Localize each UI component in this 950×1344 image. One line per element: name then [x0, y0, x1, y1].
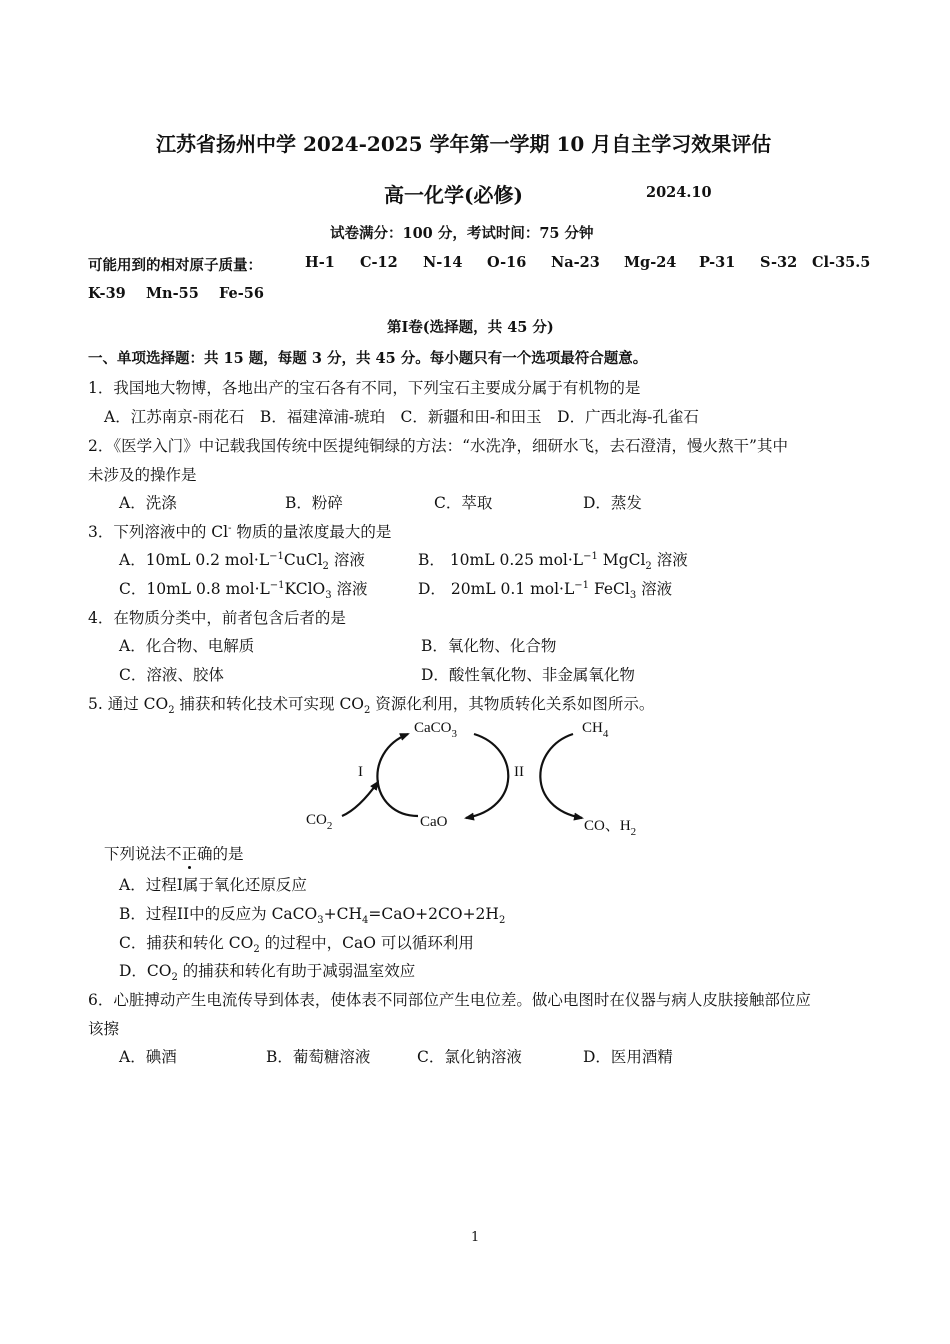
question-1-options: A．江苏南京-雨花石 B．福建漳浦-琥珀 C．新疆和田-和田玉 D．广西北海-孔雀石 — [104, 408, 699, 426]
label-process-i: I — [358, 764, 363, 780]
cycle-arrow-left — [377, 734, 418, 816]
co2-input-arrow — [342, 782, 378, 816]
question-3-stem: 3．下列溶液中的 Cl- 物质的量浓度最大的是 — [88, 522, 392, 541]
question-5-option-d: D．$CO_2$ 的捕获和转化有助于减弱温室效应 — [119, 962, 416, 984]
exam-title: 江苏省扬州中学 2024-2025 学年第一学期 10 月自主学习效果评估 — [156, 132, 772, 156]
question-3-option-c: C．10mL 0.8 $mol\cdot L^{-1}KClO_3$ 溶液 — [119, 579, 368, 602]
question-5-stem: 5. 通过 $CO_2$ 捕获和转化技术可实现 $CO_2$ 资源化利用，其物质转化关系如图所示。 — [88, 695, 655, 717]
question-2-option-d: D．蒸发 — [583, 494, 642, 512]
question-3-option-a: A．10mL 0.2 $mol\cdot L^{-1}CuCl_2$ 溶液 — [119, 550, 365, 573]
question-6-option-d: D．医用酒精 — [583, 1048, 673, 1066]
section-instructions: 一、单项选择题：共 15 题，每题 3 分，共 45 分。每小题只有一个选项最符合题意。 — [88, 350, 648, 367]
question-5-option-b: B．过程II中的反应为 $CaCO_3+CH_4=CaO+2CO+2H_2$ — [119, 905, 506, 927]
question-2-option-a: A．洗涤 — [119, 494, 177, 512]
co2-conversion-diagram — [290, 712, 670, 842]
part-title: 第Ⅰ卷(选择题，共 45 分) — [387, 319, 554, 336]
exam-date: 2024.10 — [646, 184, 712, 201]
question-6-option-a: A．碘酒 — [119, 1048, 177, 1066]
label-co2: $CO_2$ — [306, 812, 333, 832]
atomic-mass-k: K-39 — [88, 285, 126, 302]
question-2-option-c: C．萃取 — [434, 494, 493, 512]
atomic-mass-p: P-31 — [699, 254, 736, 271]
atomic-mass-na: Na-23 — [551, 254, 600, 271]
atomic-mass-o: O-16 — [487, 254, 527, 271]
question-5-option-a: A．过程I属于氧化还原反应 — [119, 876, 307, 894]
label-process-ii: II — [514, 764, 524, 780]
question-2-stem-line2: 未涉及的操作是 — [88, 466, 197, 484]
atomic-mass-mg: Mg-24 — [624, 254, 677, 271]
question-5-prompt: 下列说法不正确的是 — [104, 842, 244, 864]
question-6-stem-line2: 该擦 — [88, 1020, 120, 1038]
atomic-mass-h: H-1 — [305, 254, 335, 271]
exam-info: 试卷满分：100 分，考试时间：75 分钟 — [330, 225, 594, 242]
emphasis-not-correct: 不正确 — [166, 842, 213, 864]
atomic-mass-fe: Fe-56 — [219, 285, 264, 302]
question-4-option-a: A．化合物、电解质 — [119, 637, 255, 655]
atomic-mass-s: S-32 — [760, 254, 798, 271]
label-ch4: $CH_4$ — [582, 720, 609, 740]
question-6-option-c: C．氯化钠溶液 — [417, 1048, 522, 1066]
label-products: CO、$H_2$ — [584, 818, 637, 838]
page-number: 1 — [471, 1230, 480, 1245]
label-cao: CaO — [420, 814, 448, 830]
question-4-option-d: D．酸性氧化物、非金属氧化物 — [421, 666, 635, 684]
subject-title: 高一化学(必修) — [384, 183, 523, 207]
atomic-mass-c: C-12 — [360, 254, 398, 271]
question-4-option-c: C．溶液、胶体 — [119, 666, 224, 684]
question-3-option-b: B． 10mL 0.25 $mol\cdot L^{-1}$ MgCl$_2$ 溶液 — [418, 550, 688, 573]
question-1-stem: 1．我国地大物博，各地出产的宝石各有不同，下列宝石主要成分属于有机物的是 — [88, 379, 641, 397]
ch4-conversion-arrow — [540, 734, 582, 818]
question-5-option-c: C．捕获和转化 $CO_2$ 的过程中，CaO 可以循环利用 — [119, 934, 474, 956]
atomic-mass-label: 可能用到的相对原子质量： — [88, 257, 262, 274]
question-6-option-b: B．葡萄糖溶液 — [266, 1048, 371, 1066]
label-caco3: CaCO$_3$ — [414, 720, 457, 740]
atomic-mass-cl: Cl-35.5 — [812, 254, 871, 271]
question-4-stem: 4．在物质分类中，前者包含后者的是 — [88, 609, 346, 627]
question-6-stem-line1: 6．心脏搏动产生电流传导到体表，使体表不同部位产生电位差。做心电图时在仪器与病人皮肤接触部位应 — [88, 991, 811, 1009]
question-2-option-b: B．粉碎 — [285, 494, 343, 512]
cycle-arrow-right — [466, 734, 508, 818]
question-4-option-b: B．氧化物、化合物 — [421, 637, 557, 655]
atomic-mass-n: N-14 — [423, 254, 463, 271]
question-2-stem-line1: 2．《医学入门》中记载我国传统中医提纯铜绿的方法：“水洗净，细研水飞，去石澄清，慢火熬干”其中 — [88, 437, 788, 455]
atomic-mass-mn: Mn-55 — [146, 285, 199, 302]
question-3-option-d: D． 20mL 0.1 $mol\cdot L^{-1}$ FeCl$_3$ 溶液 — [418, 579, 673, 602]
